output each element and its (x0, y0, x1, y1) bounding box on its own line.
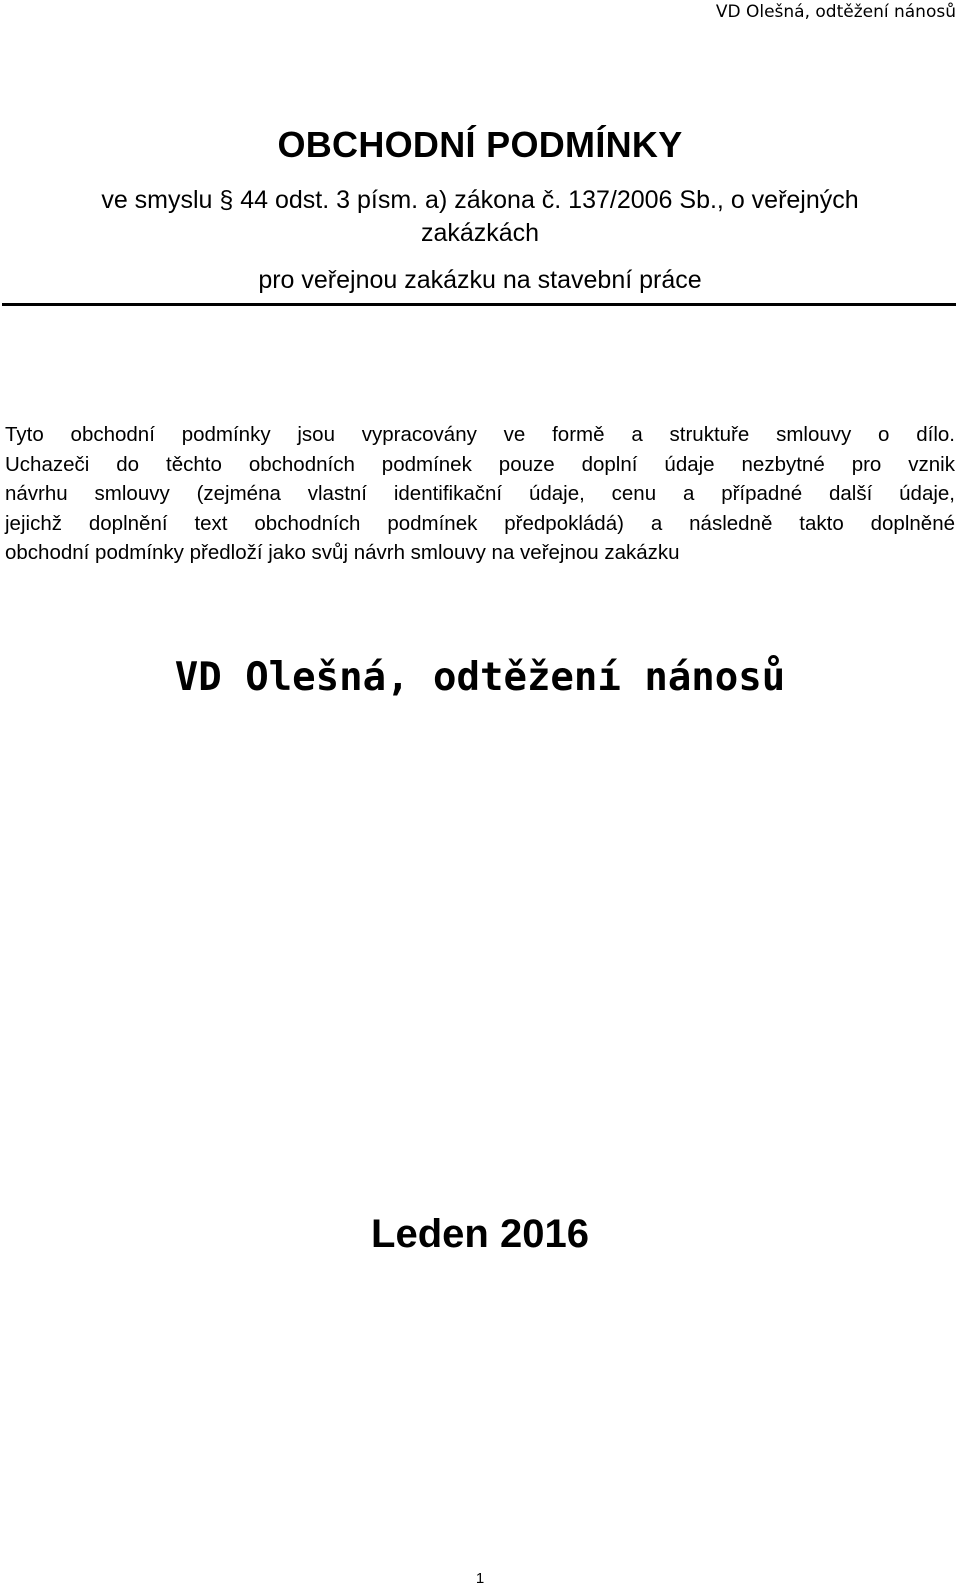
running-header: VD Olešná, odtěžení nánosů (715, 2, 956, 22)
page-number: 1 (475, 1570, 485, 1587)
contract-type-subtitle: pro veřejnou zakázku na stavební práce (258, 266, 702, 294)
intro-line: obchodní podmínky předloží jako svůj návrh smlouvy na veřejnou zakázku (5, 541, 680, 564)
intro-line: návrhu smlouvy (zejména vlastní identifikační údaje, cenu a případné další údaje, (5, 482, 955, 505)
intro-line: Tyto obchodní podmínky jsou vypracovány ve formě a struktuře smlouvy o dílo. (5, 423, 955, 446)
legal-basis-subtitle (0, 184, 960, 250)
intro-paragraph (5, 420, 955, 568)
horizontal-rule (2, 303, 956, 306)
project-title: VD Olešná, odtěžení nánosů (174, 655, 786, 700)
intro-line: Uchazeči do těchto obchodních podmínek pouze doplní údaje nezbytné pro vznik (5, 452, 955, 476)
document-date: Leden 2016 (371, 1212, 589, 1256)
document-title: OBCHODNÍ PODMÍNKY (277, 124, 683, 165)
subtitle-line: zakázkách (420, 219, 540, 247)
intro-line: jejichž doplnění text obchodních podmínek předpokládá) a následně takto doplněné (5, 511, 955, 535)
subtitle-line: ve smyslu § 44 odst. 3 písm. a) zákona č. 137/2006 Sb., o veřejných (101, 186, 859, 214)
